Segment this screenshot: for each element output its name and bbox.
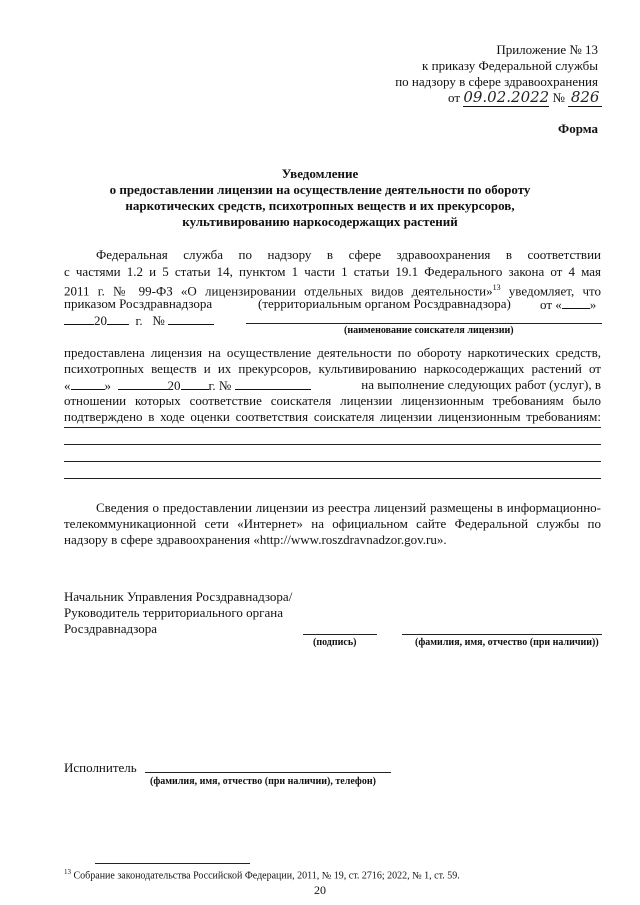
year2-suffix: г. [208, 378, 216, 393]
day2-field [71, 377, 105, 390]
paragraph3-line1: Сведения о предоставлении лицензии из реестра лицензий размещены в информационно- [96, 500, 601, 515]
footnote-text [64, 868, 460, 881]
year-prefix: 20 [94, 313, 107, 328]
footnote-separator [95, 863, 250, 864]
footnote-ref-13: 13 [492, 283, 501, 292]
footnote-marker: 13 [64, 868, 71, 876]
document-subtitle-line2: наркотических средств, психотропных веществ и их прекурсоров, [125, 198, 515, 213]
document-subtitle-line3: культивированию наркосодержащих растений [182, 214, 458, 229]
blank-line-4 [64, 478, 601, 479]
number-prefix: № [552, 90, 565, 105]
paragraph1-line2: с частями 1.2 и 5 статьи 14, пунктом 1 части 1 статьи 19.1 Федерального закона от 4 мая [64, 264, 601, 279]
document-title: Уведомление [281, 166, 359, 181]
paragraph2-line4: отношении которых соответствие соискателя лицензии лицензионным требованиям было [64, 393, 601, 408]
date-prefix: от [448, 90, 461, 105]
signatory-name-field [402, 634, 602, 635]
paragraph3-line3: надзору в сфере здравоохранения «http://www.roszdravnadzor.gov.ru». [64, 532, 447, 547]
number2-sign: № [218, 378, 232, 393]
year2-prefix: 20 [167, 378, 181, 393]
paragraph2-line1: предоставлена лицензия на осуществление деятельности по обороту наркотических средств, [64, 345, 601, 360]
paragraph3-line2: телекоммуникационной сети «Интернет» на официальном сайте Федеральной службы по [64, 516, 601, 531]
signature-field [303, 634, 377, 635]
applicant-name-caption: (наименование соискателя лицензии) [344, 325, 514, 336]
paragraph1-line3-tail: уведомляет, что [500, 283, 602, 299]
blank-line-3 [64, 461, 601, 462]
day-field [562, 296, 590, 309]
form-label: Форма [558, 121, 598, 136]
paragraph1-line3-text: 2011 г. № 99-ФЗ «О лицензировании отдельных видов деятельности» [64, 283, 493, 299]
date2-open-quote: « [64, 378, 71, 393]
signatory-name-caption: (фамилия, имя, отчество (при наличии)) [415, 637, 599, 648]
executor-label: Исполнитель [64, 760, 137, 775]
license-number2-field [235, 377, 311, 390]
signatory-title-line3: Росздравнадзора [64, 621, 158, 636]
order-date-handwritten: 09.02.2022 [463, 88, 550, 106]
order-date-line [448, 88, 602, 107]
date-close-quote: » [589, 297, 597, 312]
order-number-handwritten: 826 [568, 88, 602, 107]
paragraph2-line3-date [64, 377, 311, 394]
signatory-title-line1: Начальник Управления Росздравнадзора/ [64, 589, 293, 604]
footnote-body: Собрание законодательства Российской Федерации, 2011, № 19, ст. 2716; 2022, № 1, ст. 59. [71, 870, 460, 882]
blank-line-2 [64, 444, 601, 445]
month2-field [118, 377, 168, 390]
paragraph1-line5 [64, 312, 214, 329]
paragraph2-line3-tail: на выполнение следующих работ (услуг), в [361, 377, 601, 392]
license-number-field [168, 312, 214, 325]
executor-field [145, 772, 391, 773]
signatory-title-line2: Руководитель территориального органа [64, 605, 283, 620]
date-open-quote: от « [540, 297, 562, 312]
paragraph1-line4-middle: (территориальным органом Росздравнадзора) [258, 296, 511, 311]
number-sign: № [152, 313, 165, 328]
paragraph2-line5: подтверждено в ходе оценки соответствия соискателя лицензии лицензионным требованиям: [64, 409, 601, 424]
executor-caption: (фамилия, имя, отчество (при наличии), телефон) [150, 776, 376, 787]
year-suffix: г. [135, 313, 143, 328]
page-number: 20 [314, 883, 326, 897]
applicant-name-field [246, 323, 602, 324]
order-reference: к приказу Федеральной службы [422, 58, 598, 73]
signature-caption: (подпись) [313, 637, 357, 648]
agency-name: по надзору в сфере здравоохранения [395, 74, 598, 89]
paragraph1-line4-end [540, 296, 596, 313]
year-field [107, 312, 129, 325]
year2-field [181, 377, 209, 390]
month-field [64, 312, 94, 325]
blank-line-1 [64, 427, 601, 428]
paragraph1-line4-start: приказом Росздравнадзора [64, 296, 213, 311]
date2-close-quote: » [104, 378, 111, 393]
document-subtitle-line1: о предоставлении лицензии на осуществление деятельности по обороту [109, 182, 531, 197]
appendix-number: Приложение № 13 [496, 42, 598, 57]
paragraph2-line2: психотропных веществ и их прекурсоров, культивированию наркосодержащих растений от [64, 361, 601, 376]
paragraph1-line1: Федеральная служба по надзору в сфере здравоохранения в соответствии [96, 247, 601, 262]
